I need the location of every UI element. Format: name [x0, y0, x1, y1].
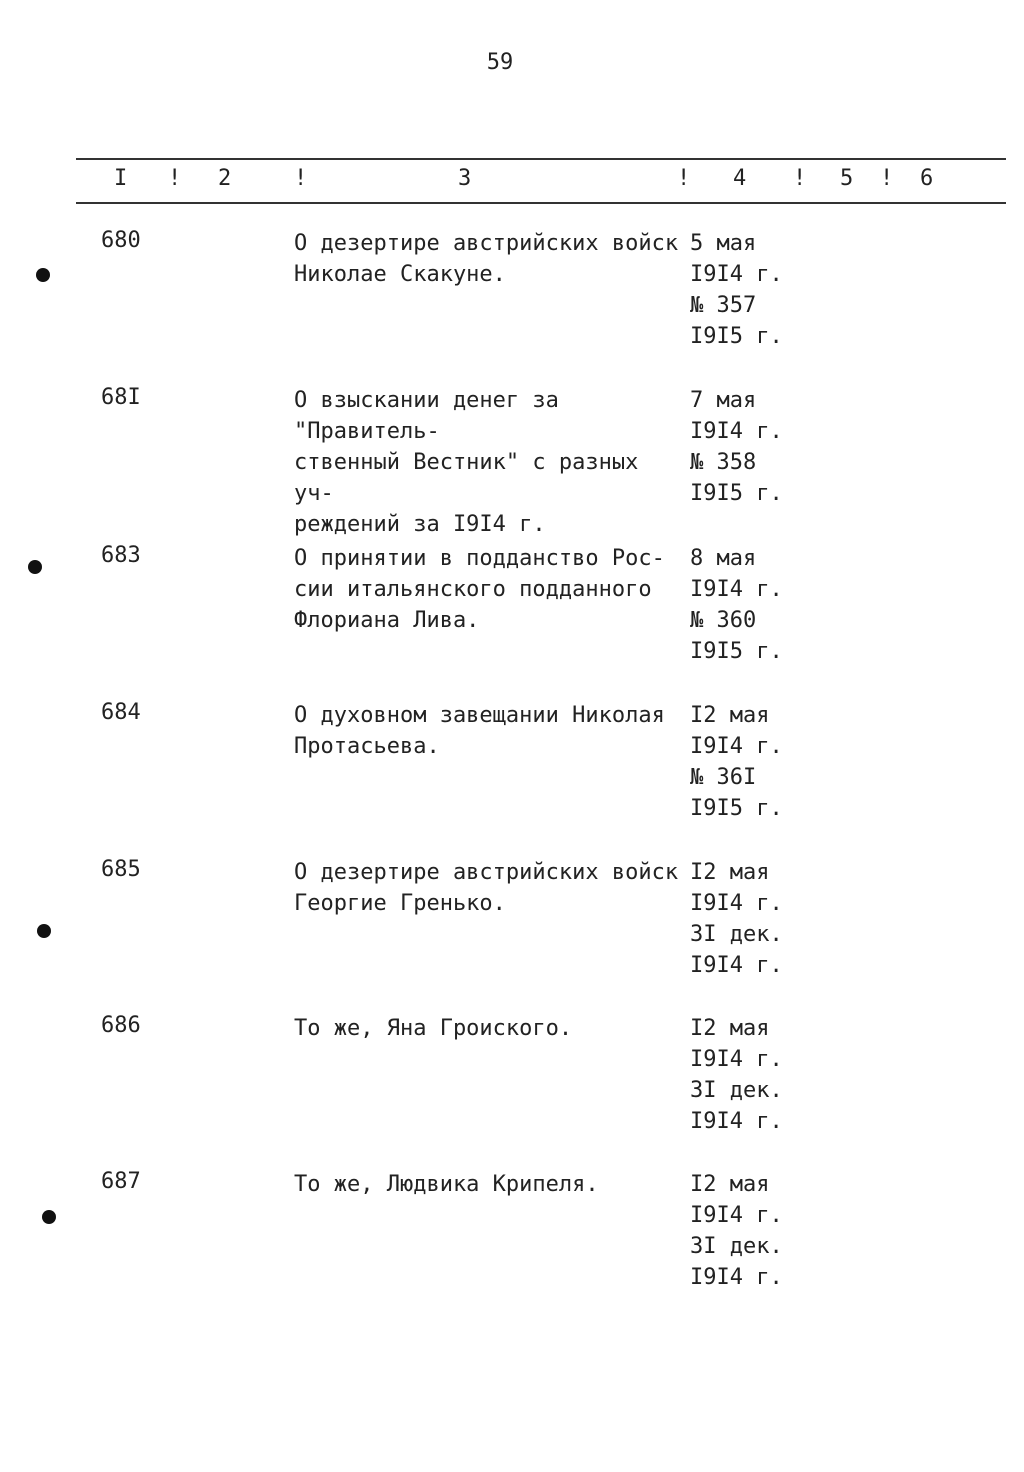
entry-row [0, 228, 1024, 378]
page-number: 59 [486, 50, 514, 75]
column-separator: ! [294, 166, 308, 191]
entry-number: 680 [101, 228, 141, 253]
entry-row [0, 1013, 1024, 1163]
entry-date-line: I9I4 г. [690, 1203, 783, 1228]
column-header-6: 6 [920, 166, 934, 191]
entry-date-line: I9I4 г. [690, 953, 783, 978]
entry-dates [690, 700, 783, 824]
entry-number: 685 [101, 857, 141, 882]
column-separator: ! [677, 166, 691, 191]
entry-date-line: I2 мая [690, 1172, 770, 1197]
entry-dates [690, 857, 783, 981]
entry-date-line: 3I дек. [690, 1234, 783, 1259]
entry-row [0, 700, 1024, 850]
entry-date-line: № 358 [690, 450, 757, 475]
punch-hole-mark [28, 560, 42, 574]
entry-row [0, 857, 1024, 1007]
entry-date-line: № 36I [690, 765, 757, 790]
entry-date-line: № 360 [690, 608, 757, 633]
entry-title: О принятии в подданство Рос- сии итальянского подданного Флориана Лива. [294, 546, 665, 633]
column-header-3: 3 [458, 166, 472, 191]
entry-title: То же, Яна Гроиского. [294, 1016, 573, 1041]
entry-number: 683 [101, 543, 141, 568]
entry-dates [690, 1013, 783, 1137]
entry-date-line: I9I5 г. [690, 481, 783, 506]
punch-hole-mark [36, 268, 50, 282]
punch-hole-mark [42, 1210, 56, 1224]
entry-date-line: I9I5 г. [690, 639, 783, 664]
header-bottom-rule [76, 202, 1006, 204]
entry-date-line: 7 мая [690, 388, 757, 413]
entry-dates [690, 543, 783, 667]
punch-hole-mark [37, 924, 51, 938]
column-header-1: I [114, 166, 128, 191]
entry-title: О духовном завещании Николая Протасьева. [294, 703, 665, 759]
entry-title: О дезертире австрийских войск Николае Скакуне. [294, 231, 679, 287]
header-top-rule [76, 158, 1006, 160]
entry-date-line: I9I4 г. [690, 419, 783, 444]
entry-date-line: I9I5 г. [690, 324, 783, 349]
entry-date-line: I9I4 г. [690, 891, 783, 916]
entry-date-line: 5 мая [690, 231, 757, 256]
column-separator: ! [880, 166, 894, 191]
entry-dates [690, 228, 783, 352]
entry-date-line: I9I5 г. [690, 796, 783, 821]
entry-title: То же, Людвика Крипеля. [294, 1172, 599, 1197]
entry-date-line: I9I4 г. [690, 734, 783, 759]
entry-row [0, 1169, 1024, 1319]
entry-dates [690, 1169, 783, 1293]
entry-date-line: I9I4 г. [690, 577, 783, 602]
column-separator: ! [793, 166, 807, 191]
entry-number: 687 [101, 1169, 141, 1194]
entry-number: 684 [101, 700, 141, 725]
entry-date-line: 8 мая [690, 546, 757, 571]
entry-date-line: I2 мая [690, 1016, 770, 1041]
entry-row [0, 543, 1024, 693]
column-header-5: 5 [840, 166, 854, 191]
entry-date-line: I9I4 г. [690, 1047, 783, 1072]
entry-date-line: I9I4 г. [690, 1109, 783, 1134]
entry-number: 686 [101, 1013, 141, 1038]
entry-title: О дезертире австрийских войск Георгие Гренько. [294, 860, 679, 916]
entry-date-line: I9I4 г. [690, 1265, 783, 1290]
entry-date-line: 3I дек. [690, 922, 783, 947]
entry-row [0, 385, 1024, 535]
entry-number: 68I [101, 385, 141, 410]
entry-date-line: I9I4 г. [690, 262, 783, 287]
entry-date-line: 3I дек. [690, 1078, 783, 1103]
entry-date-line: I2 мая [690, 703, 770, 728]
entry-title: О взыскании денег за "Правитель- ственный Вестник" с разных уч- реждений за I9I4 г. [294, 388, 639, 537]
column-header-4: 4 [733, 166, 747, 191]
entry-date-line: I2 мая [690, 860, 770, 885]
entry-date-line: № 357 [690, 293, 757, 318]
column-header-2: 2 [218, 166, 232, 191]
column-separator: ! [168, 166, 182, 191]
entry-dates [690, 385, 783, 509]
